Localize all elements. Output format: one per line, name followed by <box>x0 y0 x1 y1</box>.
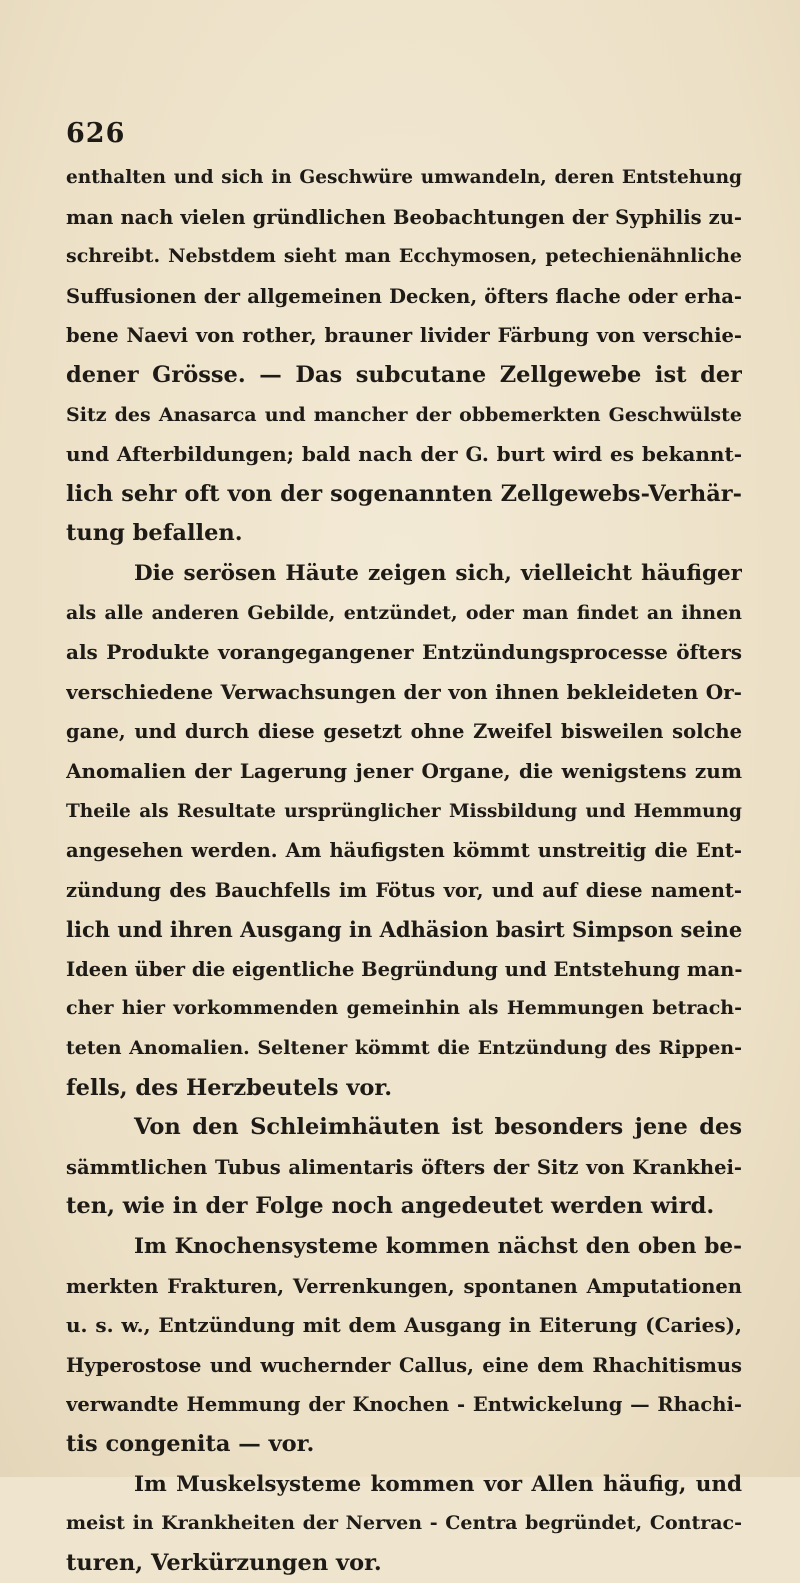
text-line: meist in Krankheiten der Nerven - Centra begründet, Contrac- <box>66 1512 742 1535</box>
text-line: verschiedene Verwachsungen der von ihnen bekleideten Or- <box>66 679 742 704</box>
text-line: Ideen über die eigentliche Begründung und Entstehung man- <box>66 957 742 981</box>
text-line: Anomalien der Lagerung jener Organe, die wenigstens zum <box>66 758 742 783</box>
text-line: cher hier vorkommenden gemeinhin als Hemmungen betrach- <box>66 997 742 1020</box>
text-line: lich sehr oft von der sogenannten Zellgewebs-Verhär- <box>66 480 742 507</box>
paragraph-start-line: Im Knochensysteme kommen nächst den oben be- <box>134 1234 742 1260</box>
text-line: angesehen werden. Am häufigsten kömmt unstreitig die Ent- <box>66 839 742 863</box>
paragraph-start-line: Von den Schleimhäuten ist besonders jene des <box>134 1114 742 1141</box>
text-line: Theile als Resultate ursprünglicher Missbildung und Hemmung <box>66 800 742 822</box>
text-line: enthalten und sich in Geschwüre umwandeln, deren Entstehung <box>66 167 742 188</box>
text-line: gane, und durch diese gesetzt ohne Zweifel bisweilen solche <box>66 720 742 744</box>
text-line: bene Naevi von rother, brauner livider Färbung von verschie- <box>66 324 742 348</box>
text-line: sämmtlichen Tubus alimentaris öfters der Sitz von Krankhei- <box>66 1155 742 1179</box>
text-line: tis congenita — vor. <box>66 1431 315 1457</box>
text-line: als alle anderen Gebilde, entzündet, oder man findet an ihnen <box>66 601 742 624</box>
text-line: man nach vielen gründlichen Beobachtungen der Syphilis zu- <box>66 205 742 229</box>
text-line: teten Anomalien. Seltener kömmt die Entzündung des Rippen- <box>66 1037 742 1060</box>
text-line: dener Grösse. — Das subcutane Zellgewebe ist der <box>66 361 742 388</box>
text-line: fells, des Herzbeutels vor. <box>66 1074 393 1101</box>
text-line: lich und ihren Ausgang in Adhäsion basirt Simpson seine <box>66 917 742 943</box>
text-line: Suffusionen der allgemeinen Decken, öfters flache oder erha- <box>66 284 742 308</box>
text-line: schreibt. Nebstdem sieht man Ecchymosen, petechienähnliche <box>66 245 742 268</box>
text-line: zündung des Bauchfells im Fötus vor, und auf diese nament- <box>66 878 742 902</box>
text-line: turen, Verkürzungen vor. <box>66 1549 382 1576</box>
text-line: merkten Frakturen, Verrenkungen, spontanen Amputationen <box>66 1274 742 1298</box>
text-line: als Produkte vorangegangener Entzündungsprocesse öfters <box>66 640 742 665</box>
page-number: 626 <box>66 118 126 149</box>
text-line: Hyperostose und wuchernder Callus, eine dem Rhachitismus <box>66 1353 742 1377</box>
text-line: und Afterbildungen; bald nach der G. burt wird es bekannt- <box>66 442 742 467</box>
text-line: Sitz des Anasarca und mancher der obbemerkten Geschwülste <box>66 403 742 426</box>
text-line: verwandte Hemmung der Knochen - Entwickelung — Rhachi- <box>66 1393 742 1417</box>
text-line: u. s. w., Entzündung mit dem Ausgang in Eiterung (Caries), <box>66 1313 742 1338</box>
text-line: ten, wie in der Folge noch angedeutet werden wird. <box>66 1193 715 1220</box>
paragraph-start-line: Im Muskelsysteme kommen vor Allen häufig, und <box>134 1471 742 1497</box>
paragraph-start-line: Die serösen Häute zeigen sich, vielleicht häufiger <box>134 560 742 586</box>
body-text <box>66 158 742 1583</box>
text-line: tung befallen. <box>66 520 243 547</box>
